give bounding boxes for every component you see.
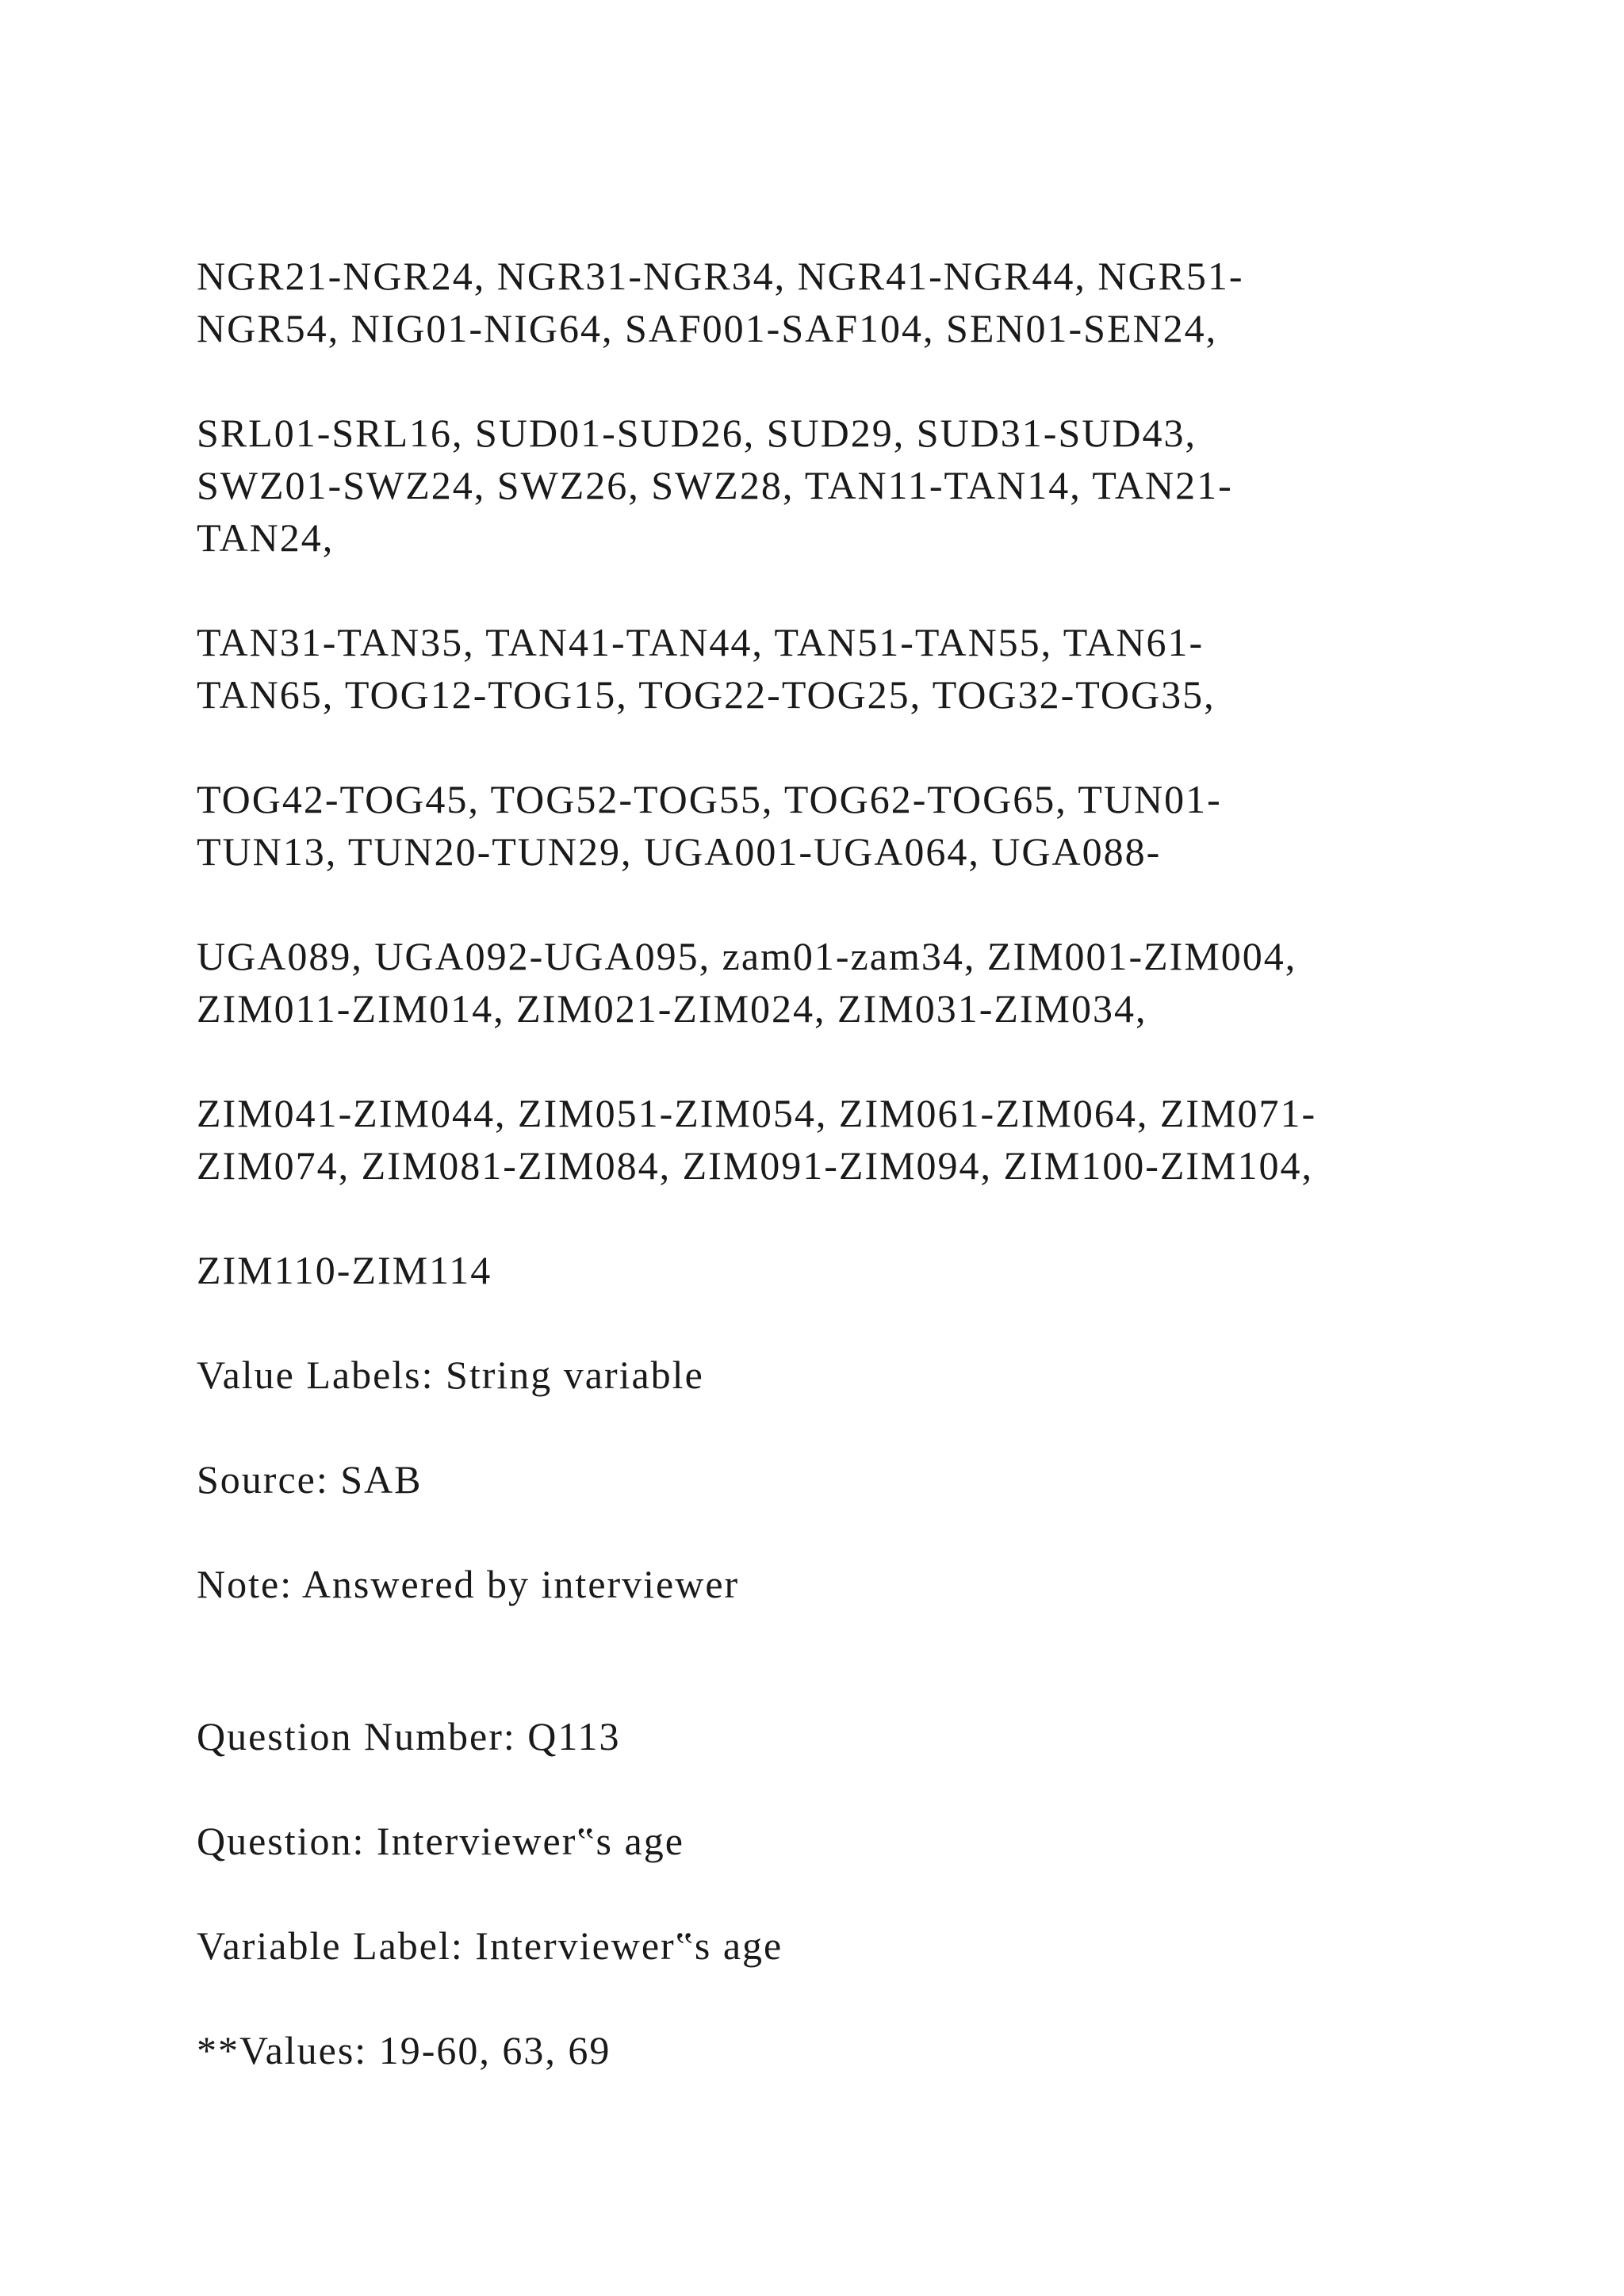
- code-line-7: TAN65, TOG12-TOG15, TOG22-TOG25, TOG32-TOG35,: [197, 672, 1216, 717]
- code-line-4: SWZ01-SWZ24, SWZ26, SWZ28, TAN11-TAN14, TAN21-: [197, 463, 1233, 507]
- code-line-11: ZIM011-ZIM014, ZIM021-ZIM024, ZIM031-ZIM034,: [197, 986, 1147, 1031]
- code-line-2: NGR54, NIG01-NIG64, SAF001-SAF104, SEN01-SEN24,: [197, 306, 1218, 350]
- code-line-5: TAN24,: [197, 515, 335, 560]
- note: Note: Answered by interviewer: [197, 1562, 740, 1606]
- code-line-10: UGA089, UGA092-UGA095, zam01-zam34, ZIM001-ZIM004,: [197, 934, 1297, 978]
- value-labels: Value Labels: String variable: [197, 1353, 704, 1397]
- variable-label: Variable Label: Interviewer‟s age: [197, 1923, 783, 1968]
- code-line-8: TOG42-TOG45, TOG52-TOG55, TOG62-TOG65, TUN01-: [197, 777, 1222, 821]
- code-line-3: SRL01-SRL16, SUD01-SUD26, SUD29, SUD31-SUD43,: [197, 411, 1197, 455]
- code-line-13: ZIM074, ZIM081-ZIM084, ZIM091-ZIM094, ZIM100-ZIM104,: [197, 1143, 1314, 1188]
- code-line-9: TUN13, TUN20-TUN29, UGA001-UGA064, UGA088-: [197, 829, 1162, 874]
- question-number: Question Number: Q113: [197, 1714, 621, 1758]
- code-line-6: TAN31-TAN35, TAN41-TAN44, TAN51-TAN55, TAN61-: [197, 620, 1205, 664]
- question: Question: Interviewer‟s age: [197, 1819, 684, 1863]
- values: **Values: 19-60, 63, 69: [197, 2028, 611, 2072]
- source: Source: SAB: [197, 1457, 423, 1502]
- code-line-12: ZIM041-ZIM044, ZIM051-ZIM054, ZIM061-ZIM064, ZIM071-: [197, 1091, 1317, 1135]
- code-line-14: ZIM110-ZIM114: [197, 1248, 492, 1292]
- code-line-1: NGR21-NGR24, NGR31-NGR34, NGR41-NGR44, NGR51-: [197, 254, 1244, 298]
